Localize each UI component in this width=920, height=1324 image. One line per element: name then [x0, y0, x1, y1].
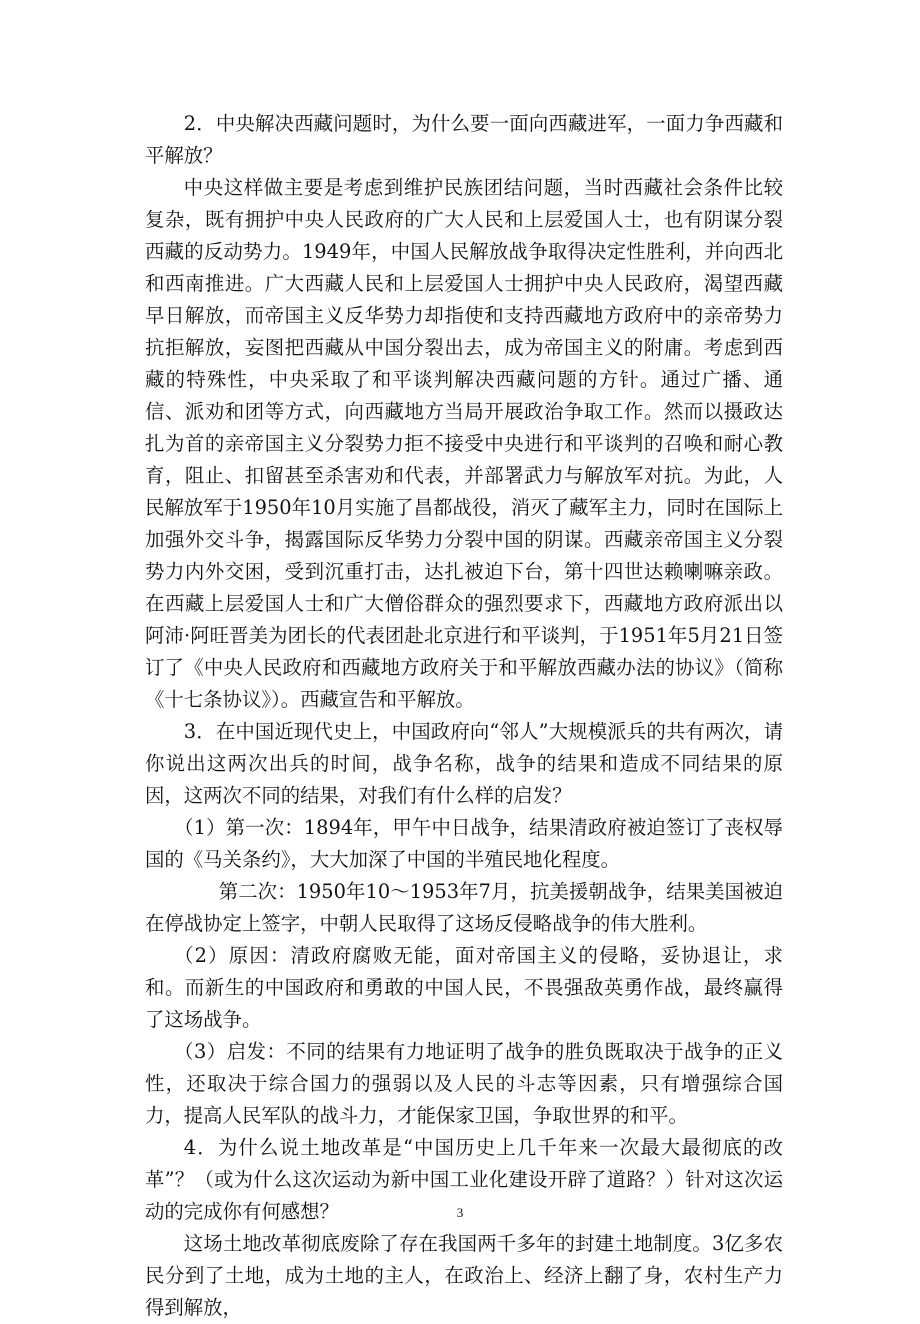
page-number: 3	[456, 1205, 464, 1220]
answer-2: 中央这样做主要是考虑到维护民族团结问题，当时西藏社会条件比较复杂，既有拥护中央人民政府的广大人民和上层爱国人士，也有阴谋分裂西藏的反动势力。1949年，中国人民解放战争取得决定性胜利，并向西北和西南推进。广大西藏人民和上层爱国人士拥护中央人民政府，渴望西藏早日解放，而帝国主义反华势力却指使和支持西藏地方政府中的亲帝势力抗拒解放，妄图把西藏从中国分裂出去，成为帝国主义的附庸。考虑到西藏的特殊性，中央采取了和平谈判解决西藏问题的方针。通过广播、通信、派劝和团等方式，向西藏地方当局开展政治争取工作。然而以摄政达扎为首的亲帝国主义分裂势力拒不接受中央进行和平谈判的召唤和耐心教育，阻止、扣留甚至杀害劝和代表，并部署武力与解放军对抗。为此，人民解放军于1950年10月实施了昌都战役，消灭了藏军主力，同时在国际上加强外交斗争，揭露国际反华势力分裂中国的阴谋。西藏亲帝国主义分裂势力内外交困，受到沉重打击，达扎被迫下台，第十四世达赖喇嘛亲政。在西藏上层爱国人士和广大僧俗群众的强烈要求下，西藏地方政府派出以阿沛·阿旺晋美为团长的代表团赴北京进行和平谈判，于1951年5月21日签订了《中央人民政府和西藏地方政府关于和平解放西藏办法的协议》（简称《十七条协议》）。西藏宣告和平解放。	[145, 176, 783, 711]
body-text	[145, 108, 783, 1324]
answer-3-part-3: （3）启发：不同的结果有力地证明了战争的胜负既取决于战争的正义性，还取决于综合国力的强弱以及人民的斗志等因素，只有增强综合国力，提高人民军队的战斗力，才能保家卫国，争取世界的和平。	[145, 1040, 783, 1127]
question-4: 4．为什么说土地改革是“中国历史上几千年来一次最大最彻底的改革”？（或为什么这次运动为新中国工业化建设开辟了道路？）针对这次运动的完成你有何感想？	[145, 1136, 783, 1223]
answer-3-part-1-second: 第二次：1950年10～1953年7月，抗美援朝战争，结果美国被迫在停战协定上签字，中朝人民取得了这场反侵略战争的伟大胜利。	[145, 880, 783, 935]
answer-4: 这场土地改革彻底废除了存在我国两千多年的封建土地制度。3亿多农民分到了土地，成为土地的主人，在政治上、经济上翻了身，农村生产力得到解放，	[145, 1232, 783, 1319]
question-3: 3．在中国近现代史上，中国政府向“邻人”大规模派兵的共有两次，请你说出这两次出兵的时间，战争名称，战争的结果和造成不同结果的原因，这两次不同的结果，对我们有什么样的启发？	[145, 720, 783, 807]
answer-3-part-2: （2）原因：清政府腐败无能，面对帝国主义的侵略，妥协退让，求和。而新生的中国政府和勇敢的中国人民，不畏强敌英勇作战，最终赢得了这场战争。	[145, 944, 783, 1031]
question-2: 2．中央解决西藏问题时，为什么要一面向西藏进军，一面力争西藏和平解放？	[145, 112, 783, 167]
answer-3-part-1: （1）第一次：1894年，甲午中日战争，结果清政府被迫签订了丧权辱国的《马关条约》，大大加深了中国的半殖民地化程度。	[145, 816, 783, 871]
